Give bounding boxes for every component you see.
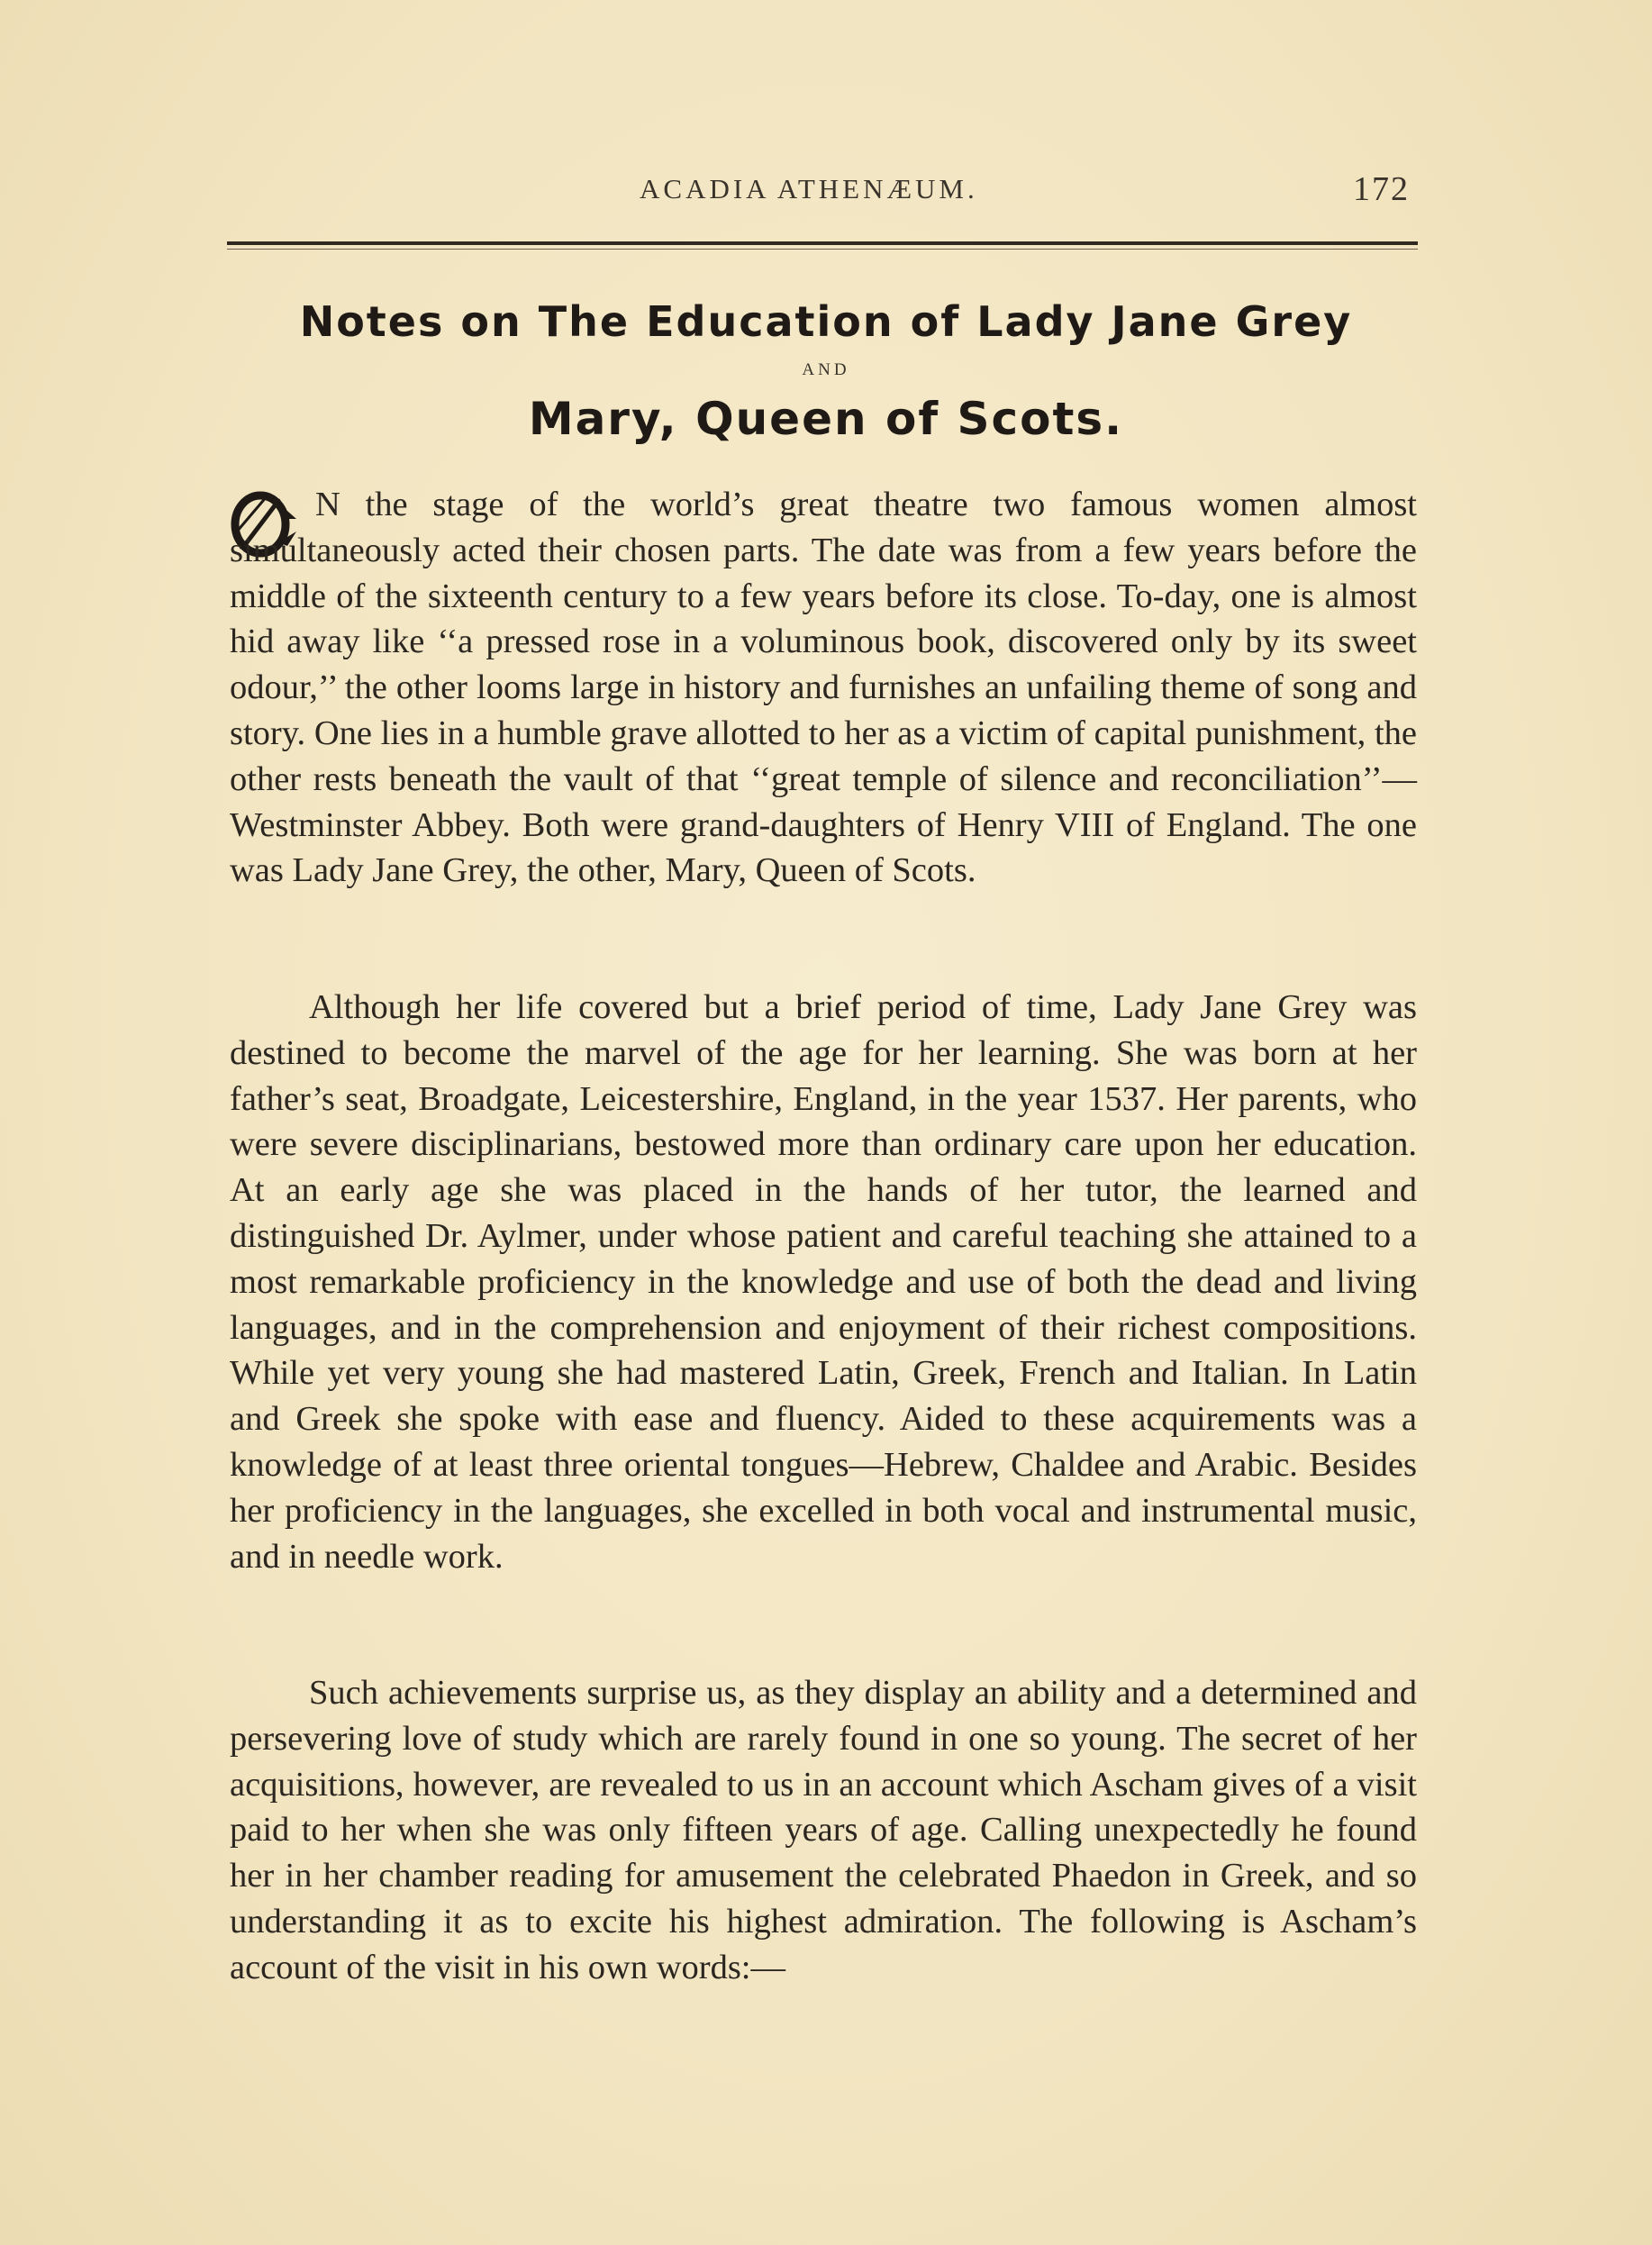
article-title-conjunction: AND (802, 360, 850, 379)
header-rule-thin (227, 249, 1418, 250)
running-head (230, 170, 1419, 218)
paragraph-2: Although her life covered but a brief period of time, Lady Jane Grey was destined to become the marvel of the age for her learning. She was born at her father’s seat, Broadgate, Leicestershire, England, in the year 1537. Her parents, who were severe disciplinarians, bestowed more than ordinary care upon her education. At an early age she was placed in the hands of her tutor, the learned and distinguished Dr. Aylmer, under whose patient and careful teaching she attained to a most remarkable proficiency in the knowledge and use of both the dead and living languages, and in the comprehension and enjoyment of their richest compositions. While yet very young she had mastered Latin, Greek, French and Italian. In Latin and Greek she spoke with ease and fluency. Aided to these acquirements was a knowledge of at least three oriental tongues—Hebrew, Chaldee and Arabic. Besides her proficiency in the languages, she excelled in both vocal and instrumental music, and in needle work. (230, 988, 1417, 1576)
article-title-line-2: Mary, Queen of Scots. (528, 393, 1124, 445)
paragraph-1: N the stage of the world’s great theatre two famous women almost simultaneously acted their chosen parts. The date was from a few years before the middle of the sixteenth century to a few years before its close. To-day, one is almost hid away like ‘‘a pressed rose in a voluminous book, discovered only by its sweet odour,’’ the other looms large in history and furnishes an unfailing theme of song and story. One lies in a humble grave allotted to her as a victim of capital punishment, the other rests beneath the vault of that ‘‘great temple of silence and reconciliation’’—Westminster Abbey. Both were grand-daughters of Henry VIII of England. The one was Lady Jane Grey, the other, Mary, Queen of Scots. (230, 486, 1417, 890)
journal-name: ACADIA ATHENÆUM. (640, 173, 978, 205)
paragraph-3: Such achievements surprise us, as they display an ability and a determined and persevering love of study which are rarely found in one so young. The secret of her acquisitions, however, are revealed to us in an account which Ascham gives of a visit paid to her when she was only fifteen years of age. Calling unexpectedly he found her in her chamber reading for amusement the celebrated Phaedon in Greek, and so understanding it as to excite his highest admiration. The following is Ascham’s account of the visit in his own words:— (230, 1674, 1417, 1986)
page-number: 172 (1353, 170, 1410, 208)
header-rule (227, 241, 1418, 245)
article-title-line-1: Notes on The Education of Lady Jane Grey (299, 297, 1353, 346)
